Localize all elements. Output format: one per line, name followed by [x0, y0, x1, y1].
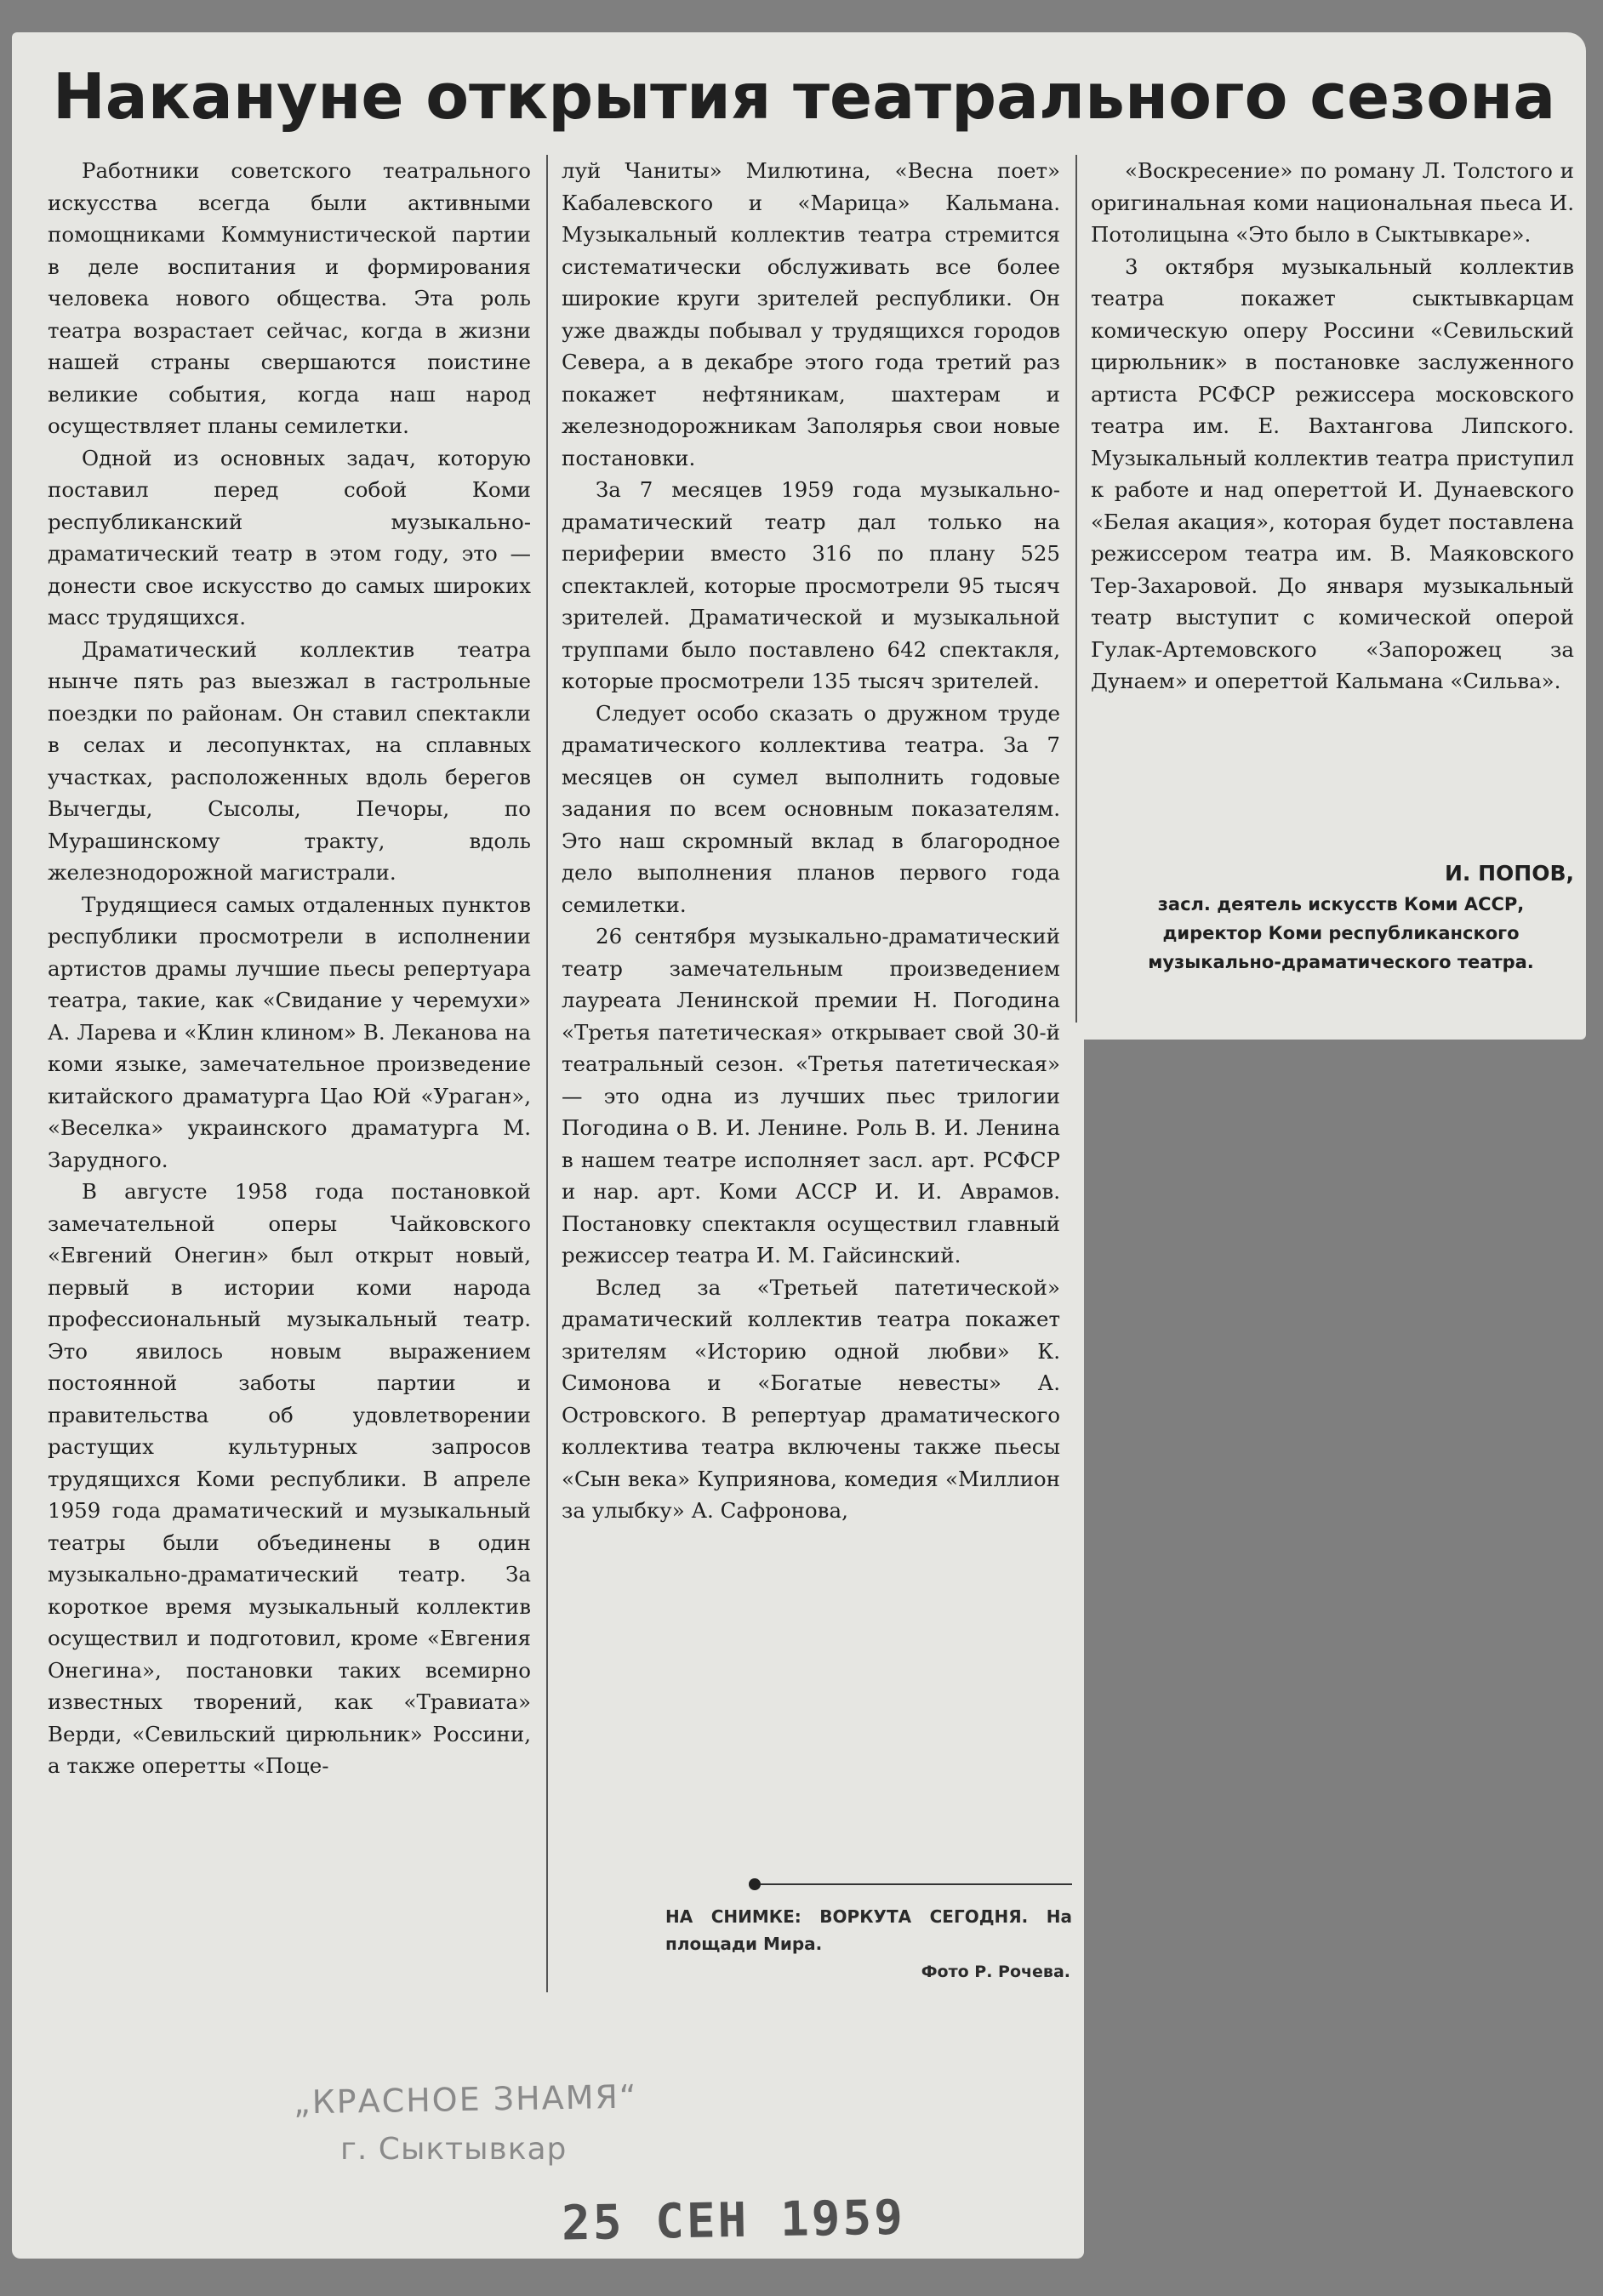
article-column-3	[1091, 155, 1574, 698]
article-column-1	[48, 155, 531, 1782]
caption-divider	[749, 1877, 1072, 1891]
date-stamp: 25 СЕН 1959	[561, 2190, 906, 2252]
paragraph: Драматический коллектив театра нынче пять раз выезжал в гастрольные поездки по районам. Он ставил спектакли в селах и лесопунктах, на сплавных участках, расположенных вдоль берегов Вычегды, Сысолы, Печоры, по Мурашинскому тракту, вдоль железнодорожной магистрали.	[48, 636, 531, 885]
paragraph: 3 октября музыкальный коллектив театра покажет сыктывкарцам комическую оперу Россини «Севильский цирюльник» в постановке заслуженного артиста РСФСР режиссера московского театра им. Е. Вахтангова Липского. Музыкальный коллектив театра приступил к работе и над опереттой И. Дунаевского «Белая акация», которая будет поставлена режиссером театра им. В. Маяковского Тер-Захаровой. До января музыкальный театр выступит с комической оперой Гулак-Артемовского «Запорожец за Дунаем» и опереттой Кальмана «Сильва».	[1091, 254, 1574, 693]
paragraph: За 7 месяцев 1959 года музыкально-драматический театр дал только на периферии вместо 316 по плану 525 спектаклей, которые просмотрели 95 тысяч зрителей. Драматической и музыкальной труппами было поставлено 642 спектакля, которые просмотрели 135 тысяч зрителей.	[562, 477, 1060, 693]
bullet-icon	[749, 1878, 761, 1890]
paragraph: Работники советского театрального искусства всегда были активными помощниками Коммунистической партии в деле воспитания и формирования человека нового общества. Эта роль театра возрастает сейчас, когда в жизни нашей страны свершаются поистине великие события, когда наш народ осуществляет планы семилетки.	[48, 158, 531, 438]
paragraph: Следует особо сказать о дружном труде драматического коллектива театра. За 7 месяцев он сумел выполнить годовые задания по всем основным показателям. Это наш скромный вклад в благородное дело выполнения планов первого года семилетки.	[562, 700, 1060, 917]
author-name: И. ПОПОВ,	[1444, 861, 1574, 886]
author-title: засл. деятель искусств Коми АССР, директор Коми республиканского музыкально-драматического театра.	[1148, 894, 1534, 972]
author-signature	[1091, 857, 1574, 977]
photo-caption: НА СНИМКЕ: ВОРКУТА СЕГОДНЯ. На площади Мира.	[665, 1906, 1072, 1954]
paragraph: В августе 1958 года постановкой замечательной оперы Чайковского «Евгений Онегин» был открыт новый, первый в истории коми народа профессиональный музыкальный театр. Это явилось новым выражением постоянной заботы партии и правительства об удовлетворении растущих культурных запросов трудящихся Коми республики. В апреле 1959 года драматический и музыкальный театры были объединены в один музыкально-драматический театр. За короткое время музыкальный коллектив осуществил и подготовил, кроме «Евгения Онегина», постановки таких всемирно известных творений, как «Травиата» Верди, «Севильский цирюльник» Россини, а также оперетты «Поце-	[48, 1179, 531, 1778]
paragraph: 26 сентября музыкально-драматический театр замечательным произведением лауреата Ленинской премии Н. Погодина «Третья патетическая» открывает свой 30-й театральный сезон. «Третья патетическая» — это одна из лучших пьес трилогии Погодина о В. И. Ленине. Роль В. И. Ленина в нашем театре исполняет засл. арт. РСФСР и нар. арт. Коми АССР И. И. Аврамов. Постановку спектакля осуществил главный режиссер театра И. М. Гайсинский.	[562, 924, 1060, 1268]
paragraph: Одной из основных задач, которую поставил перед собой Коми республиканский музыкально-драматический театр в этом году, это — донести свое искусство до самых широких масс трудящихся.	[48, 445, 531, 630]
newspaper-stamp: „КРАСНОЕ ЗНАМЯ“	[293, 2077, 638, 2122]
article-column-2	[562, 155, 1060, 1527]
photo-credit: Фото Р. Рочева.	[921, 1963, 1070, 1981]
column-divider	[1075, 155, 1077, 1023]
paragraph: «Воскресение» по роману Л. Толстого и оригинальная коми национальная пьеса И. Потолицына «Это было в Сыктывкаре».	[1091, 158, 1574, 247]
paragraph: луй Чаниты» Милютина, «Весна поет» Кабалевского и «Марица» Кальмана. Музыкальный коллектив театра стремится систематически обслуживать все более широкие круги зрителей республики. Он уже дважды побывал у трудящихся городов Севера, а в декабре этого года третий раз покажет нефтяникам, шахтерам и железнодорожникам Заполярья свои новые постановки.	[562, 158, 1060, 470]
paragraph: Трудящиеся самых отдаленных пунктов республики просмотрели в исполнении артистов драмы лучшие пьесы репертуара театра, такие, как «Свидание у черемухи» А. Ларева и «Клин клином» В. Леканова на коми языке, замечательное произведение китайского драматурга Цао Юй «Ураган», «Веселка» украинского драматурга М. Зарудного.	[48, 892, 531, 1172]
paragraph: Вслед за «Третьей патетической» драматический коллектив театра покажет зрителям «Историю одной любви» К. Симонова и «Богатые невесты» А. Островского. В репертуар драматического коллектива театра включены также пьесы «Сын века» Куприянова, комедия «Миллион за улыбку» А. Сафронова,	[562, 1274, 1060, 1523]
article-headline: Накануне открытия театрального сезона	[52, 60, 1556, 134]
column-divider	[546, 155, 548, 1992]
city-stamp: г. Сыктывкар	[340, 2132, 568, 2167]
divider-line	[761, 1883, 1072, 1885]
